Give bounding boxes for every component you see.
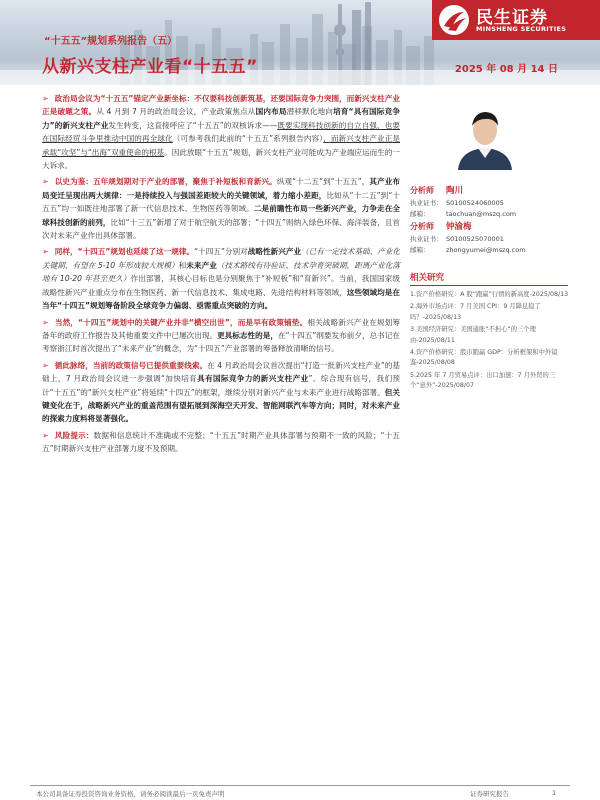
related-research-item[interactable]: 5.2025 年 7 月贸易点评：出口加速：7 月外贸的三个“意外”-2025/08/07 xyxy=(410,371,556,390)
analyst-name: 陶川 xyxy=(446,186,464,196)
report-date: 2025 年 08 月 14 日 xyxy=(454,64,558,75)
paragraph-risk: ➢ 风险提示：数据和信息统计不准确或不完整；“十五五”时期产业具体部署与预期不一致的风险；“十五五”时期新兴支柱产业部署力度不及预期。 xyxy=(42,430,400,454)
bullet-arrow-icon: ➢ xyxy=(42,177,49,187)
paragraph-1: ➢ 政治局会议为“十五五”锚定产业新坐标：不仅要科技创新筑基，还要国际竞争力突围，而新兴支柱产业正是破题之策。从 4 月到 7 月的政治局会议，产业政策焦点从国内布局潜移默化地向培育“具有国际竞争力”的新兴支柱产业发生转变，这直接呼应了“十五五”的双核诉求——既要实现科技创新的自立自强，也要在国际经贸斗争里推动中国的再全球化（可参考我们此前的“十五五”系列报告内容），而新兴支柱产业正是承载“攻坚”与“出海”双重使命的根基。因此放眼“十五五”规划，新兴支柱产业可能成为产业端应运而生的一大诉求。 xyxy=(42,94,401,171)
related-research-list xyxy=(410,290,570,393)
paragraph-2: ➢ 以史为鉴：五年规划期对于产业的部署，聚焦于补短板和育新兴。纵观“十二五”到“十五五”，其产业布局变迁呈现出两大规律：一是持续投入与强国差距较大的关键领域，着力缩小差距，比如从“十二五”到“十五五”均一如既往地部署了新一代信息技术、生物医药等领域。二是前瞻性布局一些新兴产业，力争走在全球科技创新的前列，比如“十三五”新增了对于航空航天的部署；“十四五”则纳入绿色环保、海洋装备，且首次对未来产业作出具体部署。 xyxy=(42,177,401,241)
analyst-photo xyxy=(450,98,520,170)
paragraph-5: ➢ 循此脉络，当前的政策信号已提供重要线索。在 4 月政治局会议首次提出“打造一批新兴支柱产业”的基础上，7 月政治局会议进一步强调“加快培育具有国际竞争力的新兴支柱产业”。综合现有信号，我们预计“十五五”的“新兴支柱产业”将延续“十四五”的框架，继续分别对新兴产业与未来产业进行战略部署。但关键变化在于，战略新兴产业的重盖范围有望拓展到深海空天开发、智能网联汽车等方向；同时，对未来产业的探索力度料将显著强化。 xyxy=(42,360,401,424)
analyst-email[interactable]: zhongyumei@mszq.com xyxy=(446,246,526,254)
paragraph-4: ➢ 当然，“十四五”规划中的关键产业并非“横空出世”，而是早有政策铺垫。相关战略新兴产业在规划筹备年的政府工作报告及其他重要文件中已屡次出现。更具标志性的是，在“十四五”纲要发布前夕，总书记在考察浙江时首次提出了“未来产业”的概念，为“十四五”产业部署的筹备释放清晰的信号。 xyxy=(42,317,401,354)
analyst-role: 分析师 xyxy=(410,222,434,231)
bullet-arrow-icon: ➢ xyxy=(42,94,49,103)
analyst-card: 分析师 钟渝梅 执业证书： S0100525070001 邮箱： zhongyumei@mszq.com xyxy=(410,222,526,254)
report-title: 从新兴支柱产业看“十五五” xyxy=(42,57,258,77)
related-research-item[interactable]: 3.美国经济研究：美国通胀“不担心”的三个理由-2025/08/11 xyxy=(410,325,536,344)
logo-mark-icon xyxy=(438,4,470,36)
related-research-item[interactable]: 2.海外市场点评：7 月美国 CPI：9 月降息稳了吗？-2025/08/13 xyxy=(410,303,541,321)
logo-text-cn: 民生证券 xyxy=(476,8,548,28)
logo-text-en: MINSHENG SECURITIES xyxy=(476,25,567,33)
divider xyxy=(410,285,568,286)
related-research-title: 相关研究 xyxy=(410,273,445,283)
footer-disclaimer: 本公司具备证券投资咨询业务资格，请务必阅读最后一页免责声明 xyxy=(36,790,225,798)
analyst-role: 分析师 xyxy=(410,186,434,195)
page-number: 1 xyxy=(552,789,557,797)
bullet-arrow-icon: ➢ xyxy=(42,360,49,370)
bullet-arrow-icon: ➢ xyxy=(42,317,49,327)
series-label: “十五五”规划系列报告（五） xyxy=(44,36,178,47)
minsheng-logo xyxy=(432,0,600,40)
header-banner xyxy=(0,0,600,85)
footer-doc-type: 证券研究报告 xyxy=(470,790,509,798)
paragraph-3: ➢ 同样，“十四五”规划也延续了这一规律。“十四五”分别对战略性新兴产业（已有一定技术基础、产业化关键期，有望在 5-10 年形成较大规模）和未来产业（技术路线有待验证、技术孕育突破期，距离产业化落地有 10-20 年甚至更久）作出部署，其核心目标也是分别聚焦于“补短板”和“育新兴”。当前，我国国家级战略性新兴产业重点分布在生物医药、新一代信息技术、集成电路、先进结构材料等领域，这些领域均是在当年“十四五”规划筹备阶段全球竞争力偏弱、亟需重点突破的方向。 xyxy=(42,247,401,311)
bullet-arrow-icon: ➢ xyxy=(42,430,49,440)
analyst-name: 钟渝梅 xyxy=(446,222,472,232)
footer-divider xyxy=(30,785,570,786)
analyst-email[interactable]: taochuan@mszq.com xyxy=(446,210,517,218)
bullet-arrow-icon: ➢ xyxy=(42,247,49,257)
related-research-item[interactable]: 1.资产价格研究：A 股“跑赢”行情的新高度-2025/08/13 xyxy=(410,291,569,298)
main-content xyxy=(42,92,400,459)
analyst-cert: S0100524060005 xyxy=(446,199,504,207)
analyst-cert: S0100525070001 xyxy=(446,235,504,243)
related-research-item[interactable]: 4.资产价格研究：股市跑赢 GDP：分析框架和中外镜鉴-2025/08/08 xyxy=(410,348,558,367)
analyst-card: 分析师 陶川 执业证书： S0100524060005 邮箱： taochuan@mszq.com xyxy=(410,186,517,218)
